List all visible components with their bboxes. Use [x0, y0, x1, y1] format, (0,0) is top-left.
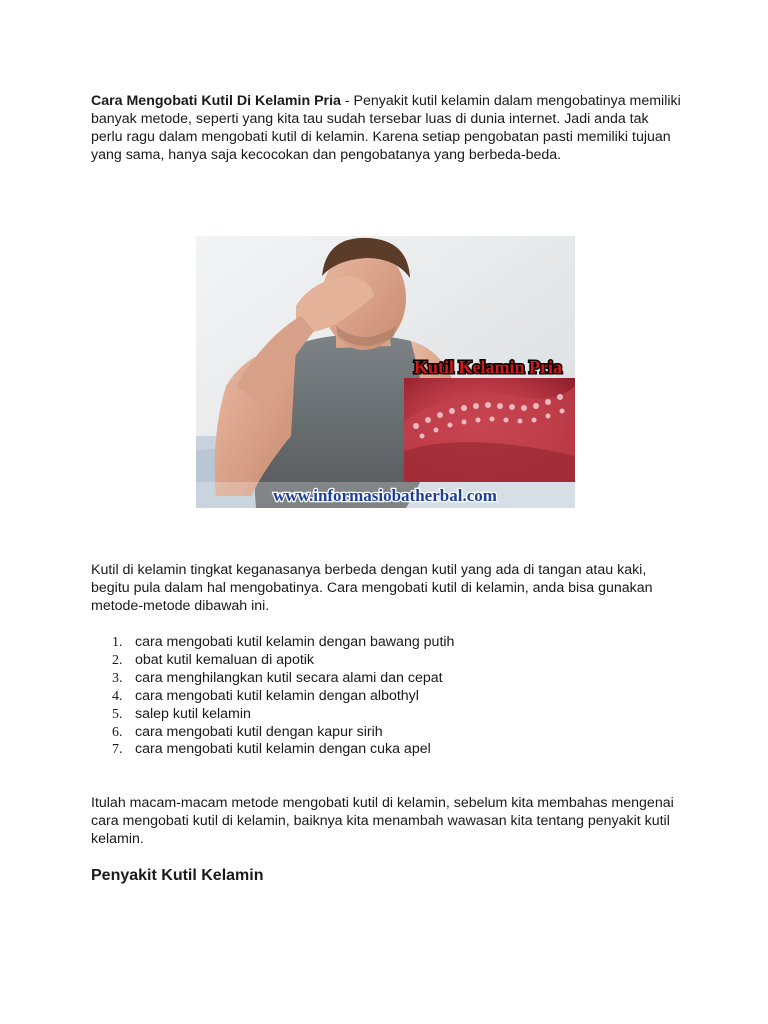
list-item-text: cara mengobati kutil dengan kapur sirih [135, 723, 383, 740]
list-item-number: 3. [112, 670, 123, 686]
list-item [91, 706, 454, 724]
intro-paragraph [91, 93, 681, 165]
list-item [91, 688, 454, 706]
article-image [196, 236, 575, 508]
list-item [91, 670, 454, 688]
paragraph-methods-intro: Kutil di kelamin tingkat keganasanya berbeda dengan kutil yang ada di tangan atau kaki, begitu pula dalam hal mengobatinya. Cara mengobati kutil di kelamin, anda bisa gunakan metode-metode dibawah ini. [91, 562, 653, 614]
list-item-text: cara menghilangkan kutil secara alami dan cepat [135, 669, 443, 686]
intro-lead: Cara Mengobati Kutil Di Kelamin Pria [91, 93, 341, 109]
list-item [91, 724, 454, 742]
list-item-text: cara mengobati kutil kelamin dengan cuka apel [135, 741, 431, 758]
list-item-text: salep kutil kelamin [135, 705, 251, 722]
list-item-text: cara mengobati kutil kelamin dengan albothyl [135, 687, 419, 704]
list-item [91, 634, 454, 652]
list-item-number: 6. [112, 724, 123, 740]
methods-list [91, 634, 454, 759]
list-item-number: 7. [112, 742, 123, 758]
paragraph-transition: Itulah macam-macam metode mengobati kutil di kelamin, sebelum kita membahas mengenai cara mengobati kutil di kelamin, baiknya kita menambah wawasan kita tentang penyakit kutil kelamin. [91, 795, 674, 847]
section-heading: Penyakit Kutil Kelamin [91, 867, 264, 884]
list-item-number: 2. [112, 652, 123, 668]
intro-text: - Penyakit kutil kelamin dalam mengobatinya memiliki banyak metode, seperti yang kita tau sudah tersebar luas di dunia internet. Jadi anda tak perlu ragu dalam mengobati kutil di kelamin. Karena setiap pengobatan pasti memiliki tujuan yang sama, hanya saja kecocokan dan pengobatanya yang berbeda-beda. [91, 93, 681, 163]
list-item-number: 4. [112, 688, 123, 704]
list-item-text: cara mengobati kutil kelamin dengan bawang putih [135, 634, 455, 650]
list-item-number: 1. [112, 635, 123, 650]
list-item-number: 5. [112, 706, 123, 722]
list-item [91, 652, 454, 670]
image-overlay-title: Kutil Kelamin Pria [414, 357, 562, 377]
list-item-text: obat kutil kemaluan di apotik [135, 651, 315, 668]
image-watermark: www.informasiobatherbal.com [273, 486, 497, 505]
list-item [91, 741, 454, 759]
